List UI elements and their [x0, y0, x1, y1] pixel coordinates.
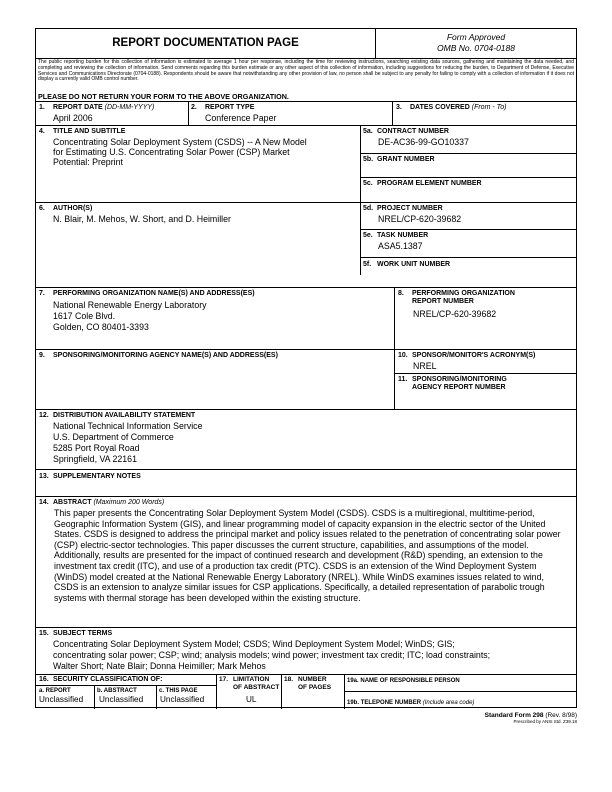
- performing-org-line-1[interactable]: National Renewable Energy Laboratory: [53, 300, 207, 310]
- field-8-label: 8. PERFORMING ORGANIZATION REPORT NUMBER: [398, 290, 515, 305]
- field-5a-label: 5a. CONTRACT NUMBER: [363, 128, 449, 135]
- report-class-label: a. REPORT: [39, 688, 71, 694]
- abstract-class-label: b. ABSTRACT: [97, 688, 137, 694]
- field-11-label: 11. SPONSORING/MONITORING AGENCY REPORT NUMBER: [398, 376, 507, 391]
- this-page-class-field[interactable]: Unclassified: [160, 695, 205, 704]
- form-header: [36, 29, 576, 59]
- form-footer: [485, 712, 577, 724]
- report-date-field[interactable]: April 2006: [53, 113, 93, 123]
- field-5d-label: 5d. PROJECT NUMBER: [363, 205, 443, 212]
- field-9-label: 9. SPONSORING/MONITORING AGENCY NAME(S) AND ADDRESS(ES): [39, 352, 278, 359]
- contract-number-field[interactable]: DE-AC36-99-GO10337: [378, 137, 469, 147]
- task-number-field[interactable]: ASA5.1387: [378, 241, 423, 251]
- form-approved-label: Form Approved: [446, 32, 506, 42]
- report-class-field[interactable]: Unclassified: [39, 695, 84, 704]
- report-type-field[interactable]: Conference Paper: [205, 113, 277, 123]
- title-field-line-3[interactable]: Potential: Preprint: [53, 157, 123, 167]
- field-7-label: 7. PERFORMING ORGANIZATION NAME(S) AND ADDRESS(ES): [39, 290, 255, 297]
- performing-report-number-field[interactable]: NREL/CP-620-39682: [413, 309, 497, 319]
- field-6-label: 6. AUTHOR(S): [39, 205, 93, 212]
- limitation-field[interactable]: UL: [246, 695, 257, 704]
- standard-form-label: Standard Form 298 (Rev. 8/98): [484, 712, 577, 719]
- this-page-class-label: c. THIS PAGE: [159, 688, 198, 694]
- field-5b-label: 5b. GRANT NUMBER: [363, 156, 435, 163]
- field-10-label: 10. SPONSOR/MONITOR'S ACRONYM(S): [398, 352, 536, 359]
- field-12-label: 12. DISTRIBUTION AVAILABILITY STATEMENT: [39, 412, 196, 419]
- burden-statement: The public reporting burden for this collection of information is estimated to average 1 hour per response, including the time for reviewing instructions, searching existing data sources, gathering and maintaining the data needed, and completing and reviewing the collection of information. Send comments regarding this burden estimate or any other aspect of this collection of information, including suggestions for reducing the burden, to Department of Defense, Executive Services and Communications Directorate (0704-0188). Respondents should be aware that notwithstanding any other provision of law, no person shall be subject to any penalty for failing to comply with a collection of information if it does not display a currently valid OMB control number.: [38, 59, 574, 83]
- title-field-line-1[interactable]: Concentrating Solar Deployment System (CSDS) -- A New Model: [53, 137, 307, 147]
- authors-field[interactable]: N. Blair, M. Mehos, W. Short, and D. Heimiller: [53, 214, 231, 224]
- sponsor-acronym-field[interactable]: NREL: [413, 361, 437, 371]
- field-4-label: 4. TITLE AND SUBTITLE: [39, 128, 126, 135]
- performing-org-line-3[interactable]: Golden, CO 80401-3393: [53, 322, 149, 332]
- report-documentation-form: [35, 28, 577, 708]
- field-18-label: 18. NUMBER OF PAGES: [284, 676, 332, 691]
- distribution-line-4[interactable]: Springfield, VA 22161: [53, 454, 137, 464]
- do-not-return-notice: PLEASE DO NOT RETURN YOUR FORM TO THE ABOVE ORGANIZATION.: [38, 92, 289, 101]
- field-5c-label: 5c. PROGRAM ELEMENT NUMBER: [363, 180, 482, 187]
- field-2-label: 2. REPORT TYPE: [191, 104, 255, 111]
- form-title: REPORT DOCUMENTATION PAGE: [36, 29, 376, 58]
- distribution-line-1[interactable]: National Technical Information Service: [53, 421, 203, 431]
- field-3-label: 3. DATES COVERED (From - To): [396, 104, 507, 111]
- field-15-label: 15. SUBJECT TERMS: [39, 630, 113, 637]
- field-5f-label: 5f. WORK UNIT NUMBER: [363, 261, 451, 268]
- subject-terms-line-2[interactable]: concentrating solar power; CSP; wind; analysis models; wind power; investment tax credit; ITC; load constraints;: [53, 650, 491, 660]
- field-5e-label: 5e. TASK NUMBER: [363, 232, 429, 239]
- field-14-label: 14. ABSTRACT (Maximum 200 Words): [39, 499, 165, 506]
- field-1-label: 1. REPORT DATE (DD-MM-YYYY): [39, 104, 155, 111]
- field-17-label: 17. LIMITATION OF ABSTRACT: [219, 676, 280, 691]
- subject-terms-line-1[interactable]: Concentrating Solar Deployment System Model; CSDS; Wind Deployment System Model; WinDS; GIS;: [53, 639, 455, 649]
- field-19a-label: 19a. NAME OF RESPONSIBLE PERSON: [347, 678, 460, 684]
- abstract-class-field[interactable]: Unclassified: [99, 695, 144, 704]
- performing-org-line-2[interactable]: 1617 Cole Blvd.: [53, 311, 116, 321]
- title-field-line-2[interactable]: for Estimating U.S. Concentrating Solar Power (CSP) Market: [53, 147, 290, 157]
- form-approval: [376, 32, 576, 54]
- field-13-label: 13. SUPPLEMENTARY NOTES: [39, 473, 141, 480]
- prescribed-label: Prescribed by ANSI Std. Z39.18: [513, 719, 577, 724]
- project-number-field[interactable]: NREL/CP-620-39682: [378, 214, 462, 224]
- subject-terms-line-3[interactable]: Walter Short; Nate Blair; Donna Heimiller; Mark Mehos: [53, 661, 266, 671]
- field-19b-label: 19b. TELEPONE NUMBER (Include area code): [347, 700, 475, 706]
- abstract-field[interactable]: This paper presents the Concentrating Solar Deployment System Model (CSDS). CSDS is a multiregional, multitime-period, Geographic Information System (GIS), and linear programming model of capacity expansion in the electric sector of the United States. CSDS is designed to address the principal market and policy issues related to the penetration of concentrating solar power (CSP) electric-sector technologies. This paper discusses the current structure, capabilities, and assumptions of the model. Additionally, results are presented for the impact of continued research and development (R&D) spending, an extension to the investment tax credit (ITC), and use of a production tax credit (PTC). CSDS is an extension of the Wind Deployment System (WinDS) model created at the National Renewable Energy Laboratory (NREL). While WinDS examines issues related to wind, CSDS is an extension to analyze similar issues for CSP applications. Specifically, a detailed representation of parabolic trough systems with thermal storage has been developed within the existing structure.: [54, 508, 561, 603]
- field-16-label: 16. SECURITY CLASSIFICATION OF:: [39, 676, 163, 683]
- distribution-line-2[interactable]: U.S. Department of Commerce: [53, 432, 174, 442]
- omb-number: OMB No. 0704-0188: [437, 43, 515, 53]
- distribution-line-3[interactable]: 5285 Port Royal Road: [53, 443, 140, 453]
